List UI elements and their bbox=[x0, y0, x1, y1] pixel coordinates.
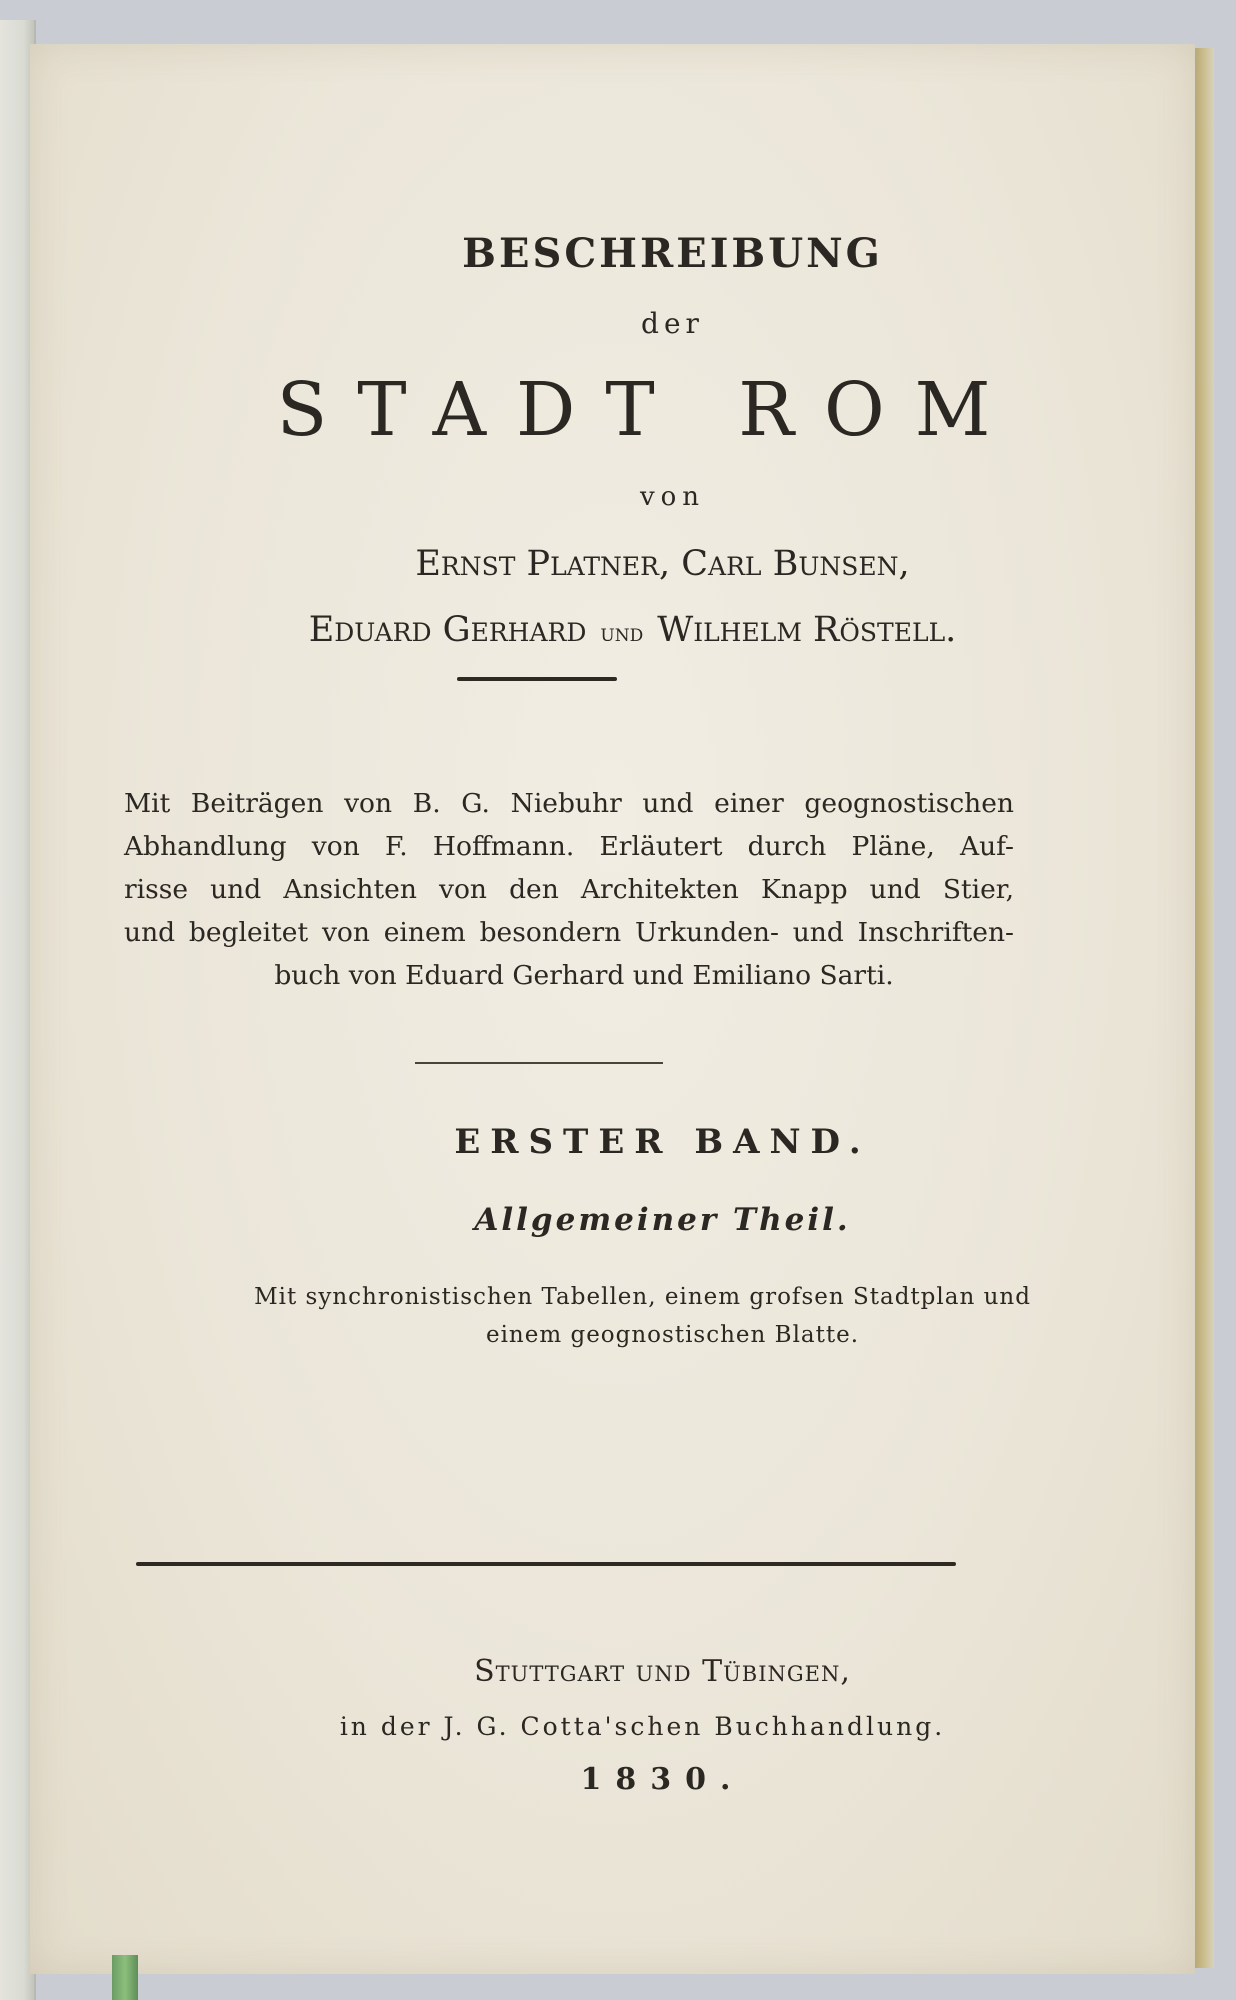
title-line-1: BESCHREIBUNG bbox=[462, 230, 883, 277]
imprint-year: 1830. bbox=[580, 1762, 745, 1797]
author-gerhard: Eduard Gerhard bbox=[308, 610, 587, 650]
bookmark-ribbon bbox=[112, 1955, 138, 2000]
imprint-publisher: in der J. G. Cotta'schen Buchhandlung. bbox=[339, 1712, 946, 1741]
divider-rule-2 bbox=[415, 1062, 663, 1064]
divider-rule-3 bbox=[136, 1562, 956, 1566]
volume-band: ERSTER BAND. bbox=[454, 1122, 871, 1162]
contributions-line-5: buch von Eduard Gerhard und Emiliano Sarti. bbox=[274, 960, 894, 991]
authors-line-2 bbox=[30, 610, 1215, 650]
contributions-line-2: Abhandlung von F. Hoffmann. Erläutert durch Pläne, Auf- bbox=[124, 831, 1014, 862]
volume-subtitle: Allgemeiner Theil. bbox=[474, 1202, 851, 1238]
title-page bbox=[30, 44, 1195, 1974]
contributions-line-4: und begleitet von einem besondern Urkunden- und Inschriften- bbox=[124, 917, 1014, 948]
contributions-paragraph bbox=[124, 782, 1014, 997]
divider-rule-1 bbox=[457, 677, 617, 681]
imprint-city: Stuttgart und Tübingen, bbox=[474, 1654, 851, 1689]
title-line-2: STADT ROM bbox=[276, 367, 1021, 453]
authors-line-1: Ernst Platner, Carl Bunsen, bbox=[415, 544, 910, 584]
authors-und: und bbox=[600, 619, 644, 647]
contributions-line-1: Mit Beiträgen von B. G. Niebuhr und einer geognostischen bbox=[124, 788, 1014, 819]
author-roestell: Wilhelm Röstell. bbox=[657, 610, 957, 650]
title-der: der bbox=[641, 307, 704, 340]
volume-tables-line-1: Mit synchronistischen Tabellen, einem grofsen Stadtplan und bbox=[254, 1284, 1031, 1310]
title-von: von bbox=[639, 482, 706, 512]
volume-tables-line-2: einem geognostischen Blatte. bbox=[485, 1322, 860, 1348]
contributions-line-3: risse und Ansichten von den Architekten Knapp und Stier, bbox=[124, 874, 1014, 905]
